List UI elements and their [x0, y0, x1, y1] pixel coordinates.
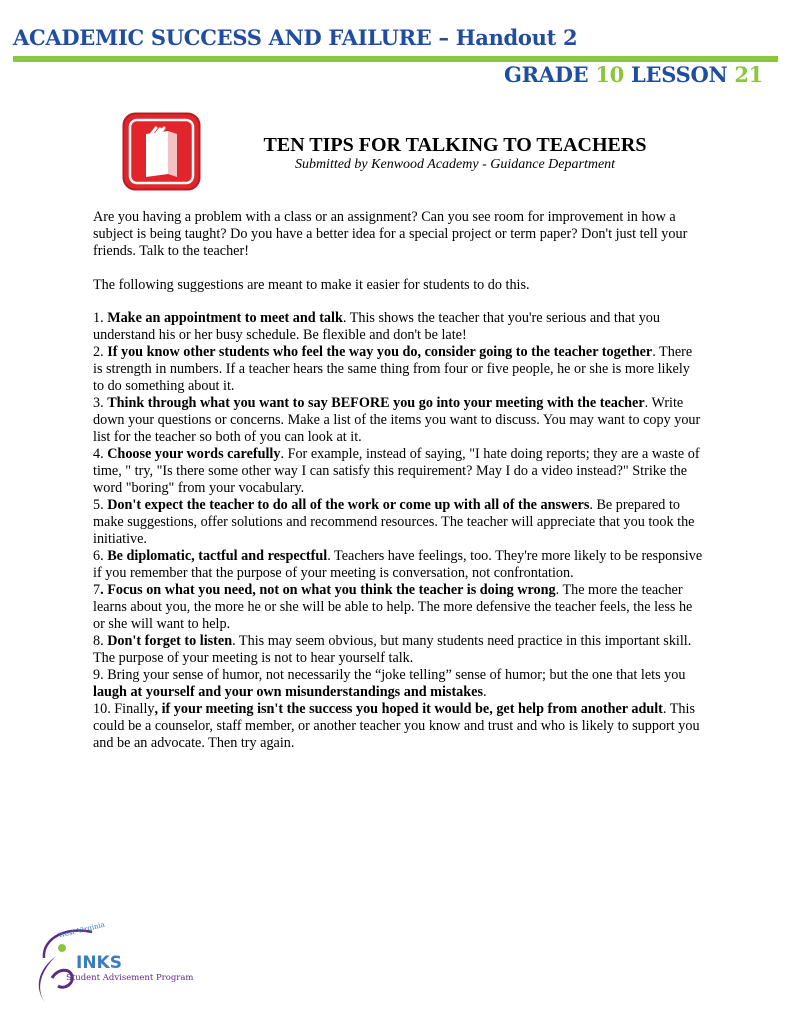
tip-text: . The more the teacher learns about you, the more he or she will be able to help. The more defensive the teacher feels, the less he or she will want to help.	[93, 582, 693, 632]
svg-text:INKS: INKS	[76, 953, 122, 973]
book-icon	[122, 112, 201, 191]
tip-prefix: 9. Bring your sense of humor, not necessarily the “joke telling” sense of humor; but the one that lets you	[93, 667, 686, 683]
tip-prefix: 5.	[93, 497, 108, 513]
tip-emphasis: Don't forget to listen	[107, 633, 233, 649]
svg-text:Student Advisement Program: Student Advisement Program	[66, 973, 194, 983]
tip-prefix: 2.	[93, 344, 108, 360]
tip-prefix: 8.	[93, 633, 108, 649]
lesson-label: LESSON	[631, 62, 728, 87]
tip-item	[93, 310, 703, 344]
document-subtitle: Submitted by Kenwood Academy - Guidance Department	[294, 157, 616, 172]
tip-item	[93, 667, 703, 701]
tip-item	[93, 344, 703, 395]
tip-prefix: 7	[93, 582, 101, 598]
tip-emphasis: , if your meeting isn't the success you hoped it would be, get help from another adult	[154, 701, 663, 717]
tip-emphasis: If you know other students who feel the way you do, consider going to the teacher together	[107, 344, 653, 360]
tip-item	[93, 548, 703, 582]
tip-prefix: 10. Finally	[93, 701, 155, 717]
tip-prefix: 6.	[93, 548, 108, 564]
tip-emphasis: Think through what you want to say BEFORE you go into your meeting with the teacher	[107, 395, 645, 411]
tip-emphasis: Be diplomatic, tactful and respectful	[107, 548, 328, 564]
tip-emphasis: Don't expect the teacher to do all of the work or come up with all of the answers	[107, 497, 590, 513]
lesson-number: 21	[734, 62, 763, 87]
tip-emphasis: Choose your words carefully	[107, 446, 281, 462]
tip-emphasis: laugh at yourself and your own misunderstandings and mistakes	[93, 684, 483, 700]
tip-text: . Teachers have feelings, too. They're more likely to be responsive if you remember that the purpose of your meeting is conversation, not confrontation.	[93, 548, 703, 581]
tip-text: . For example, instead of saying, "I hate doing reports; they are a waste of time, " try, "Is there some other way I can satisfy this requirement? May I do a video instead?" Strike the word "boring" from your vocabulary.	[93, 446, 700, 496]
tip-text: . This shows the teacher that you're serious and that you understand his or her busy schedule. Be flexible and don't be late!	[93, 310, 660, 343]
tip-text: . This may seem obvious, but many students need practice in this important skill. The purpose of your meeting is not to hear yourself talk.	[93, 633, 692, 666]
svg-text:West Virginia: West Virginia	[57, 920, 106, 940]
tip-prefix: 3.	[93, 395, 108, 411]
document-body	[93, 209, 703, 752]
lead-paragraph: The following suggestions are meant to make it easier for students to do this.	[93, 277, 530, 293]
tip-item	[93, 633, 703, 667]
tip-emphasis: . Focus on what you need, not on what you think the teacher is doing wrong	[100, 582, 556, 598]
tip-item	[93, 582, 703, 633]
document-title: TEN TIPS FOR TALKING TO TEACHERS	[263, 134, 647, 156]
tip-item	[93, 395, 703, 446]
grade-lesson-label	[504, 62, 763, 87]
handout-title: ACADEMIC SUCCESS AND FAILURE – Handout 2	[13, 25, 578, 50]
tip-item	[93, 446, 703, 497]
tip-item	[93, 497, 703, 548]
tip-text: .	[482, 684, 487, 700]
tip-prefix: 1.	[93, 310, 108, 326]
tip-text: . There is strength in numbers. If a teacher hears the same thing from four or five people, he or she is more likely to do something about it.	[93, 344, 693, 394]
tip-item	[93, 701, 703, 752]
intro-paragraph: Are you having a problem with a class or an assignment? Can you see room for improvement in how a subject is being taught? Do you have a better idea for a special project or term paper? Don't just tell your friends. Talk to the teacher!	[93, 209, 688, 259]
links-logo	[22, 918, 202, 1010]
grade-number: 10	[595, 62, 624, 87]
tip-text: . Write down your questions or concerns. Make a list of the items you want to discuss. You may want to copy your list for the teacher so both of you can look at it.	[93, 395, 701, 445]
tip-text: . This could be a counselor, staff member, or another teacher you know and trust and who is likely to support you and be an advocate. Then try again.	[93, 701, 700, 751]
tip-prefix: 4.	[93, 446, 108, 462]
grade-label: GRADE	[503, 62, 589, 87]
tip-text: . Be prepared to make suggestions, offer solutions and recommend resources. The teacher will appreciate that you took the initiative.	[93, 497, 695, 547]
tip-emphasis: Make an appointment to meet and talk	[107, 310, 343, 326]
tips-list	[93, 310, 703, 752]
